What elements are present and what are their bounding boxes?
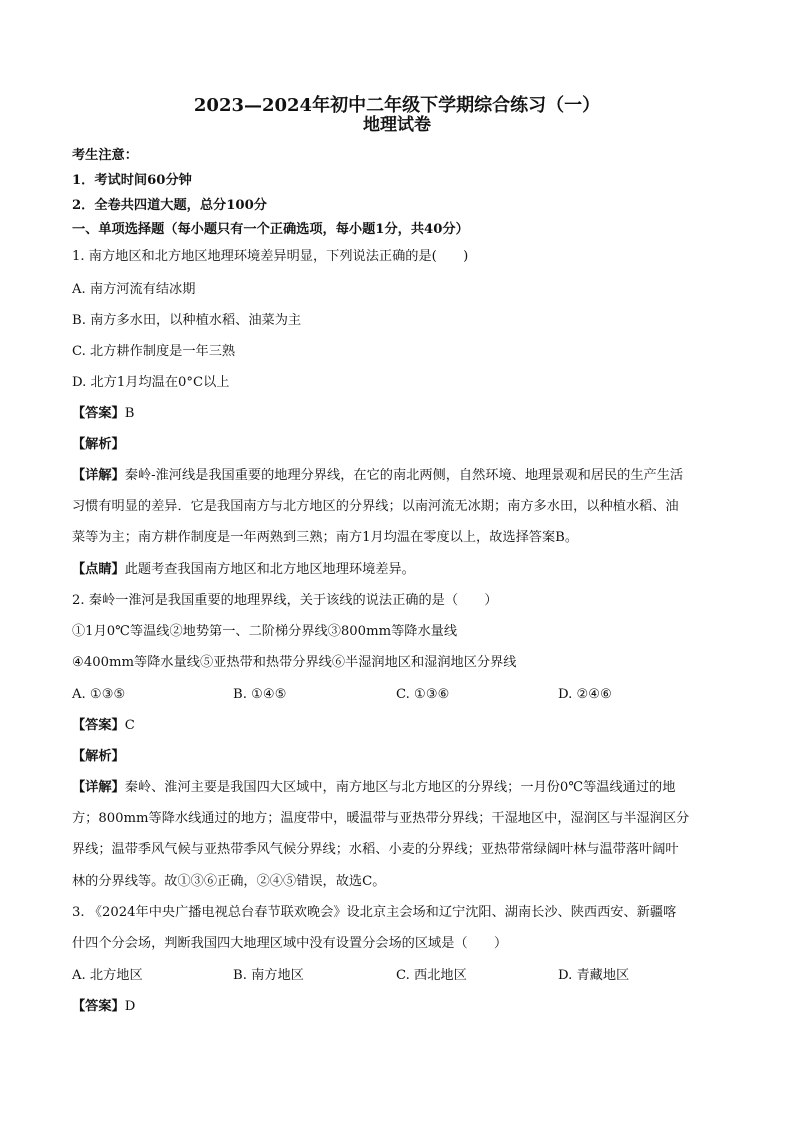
q1-detail-line-2: 习惯有明显的差异．它是我国南方与北方地区的分界线；以南河流无冰期；南方多水田，以种植水稻、油 <box>72 499 679 514</box>
detail-tag: 【详解】 <box>72 468 125 483</box>
notice-heading: 考生注意： <box>72 148 138 163</box>
answer-tag: 【答案】 <box>72 999 125 1014</box>
q1-comment <box>72 560 734 580</box>
q1-stem: 1. 南方地区和北方地区地理环境差异明显，下列说法正确的是( ) <box>72 249 469 264</box>
q3-options <box>72 966 734 986</box>
q2-option-d: D. ②④⑥ <box>558 687 612 702</box>
q3-stem-line-1: 3. 《2024年中央广播电视总台春节联欢晚会》设北京主会场和辽宁沈阳、湖南长沙、陕西西安、新疆喀 <box>72 905 677 920</box>
q2-stem: 2. 秦岭一淮河是我国重要的地理界线，关于该线的说法正确的是（ ） <box>72 593 498 608</box>
exam-title: 2023—2024年初中二年级下学期综合练习（一） <box>193 95 601 116</box>
q2-statements-2: ④400mm等降水量线⑤亚热带和热带分界线⑥半湿润地区和湿润地区分界线 <box>72 655 517 670</box>
detail-text: 秦岭、淮河主要是我国四大区域中，南方地区与北方地区的分界线；一月份0℃等温线通过的地 <box>124 780 676 795</box>
q3-option-a: A. 北方地区 <box>72 968 143 983</box>
answer-tag: 【答案】 <box>72 718 125 733</box>
q3-answer <box>72 997 734 1017</box>
q1-detail-line-1 <box>72 466 734 486</box>
answer-value: C <box>124 718 135 733</box>
q1-detail-line-3: 菜等为主；南方耕作制度是一年两熟到三熟；南方1月均温在零度以上，故选择答案B。 <box>72 530 579 545</box>
q1-answer <box>72 404 734 424</box>
comment-text: 此题考查我国南方地区和北方地区地理环境差异。 <box>124 562 415 577</box>
q2-statements-1: ①1月0℃等温线②地势第一、二阶梯分界线③800mm等降水量线 <box>72 624 458 639</box>
notice-item-2: 2．全卷共四道大题，总分100分 <box>72 198 267 213</box>
q2-option-b: B. ①④⑤ <box>233 687 287 702</box>
q3-option-c: C. 西北地区 <box>396 968 467 983</box>
q3-option-d: D. 青藏地区 <box>558 968 630 983</box>
q3-stem-line-2: 什四个分会场，判断我国四大地理区域中没有设置分会场的区域是（ ） <box>72 936 508 951</box>
exam-subtitle: 地理试卷 <box>363 115 431 135</box>
q2-detail-line-4: 林的分界线等。故①③⑥正确，②④⑤错误，故选C。 <box>72 874 386 889</box>
detail-text: 秦岭-淮河线是我国重要的地理分界线，在它的南北两侧，自然环境、地理景观和居民的生产生活 <box>124 468 684 483</box>
q1-option-a: A. 南方河流有结冰期 <box>72 282 196 297</box>
section-heading: 一、单项选择题（每小题只有一个正确选项，每小题1分，共40分） <box>72 222 469 237</box>
q2-analysis-tag <box>72 747 734 767</box>
q2-option-c: C. ①③⑥ <box>396 687 450 702</box>
q1-option-d: D. 北方1月均温在0°C以上 <box>72 375 230 390</box>
q2-detail-line-3: 界线；温带季风气候与亚热带季风气候分界线；水稻、小麦的分界线；亚热带常绿阔叶林与温带落叶阔叶 <box>72 842 679 857</box>
q2-detail-line-1 <box>72 778 734 798</box>
answer-tag: 【答案】 <box>72 406 125 421</box>
q3-option-b: B. 南方地区 <box>233 968 304 983</box>
q1-option-b: B. 南方多水田，以种植水稻、油菜为主 <box>72 313 302 328</box>
q2-detail-line-2: 方；800mm等降水线通过的地方；温度带中，暖温带与亚热带分界线；干湿地区中，湿润区与半湿润区分 <box>72 811 690 826</box>
q2-option-a: A. ①③⑤ <box>72 687 126 702</box>
q2-options <box>72 685 734 705</box>
answer-value: B <box>124 406 135 421</box>
answer-value: D <box>124 999 136 1014</box>
analysis-tag: 【解析】 <box>72 749 125 764</box>
notice-item-1: 1．考试时间60分钟 <box>72 173 192 188</box>
detail-tag: 【详解】 <box>72 780 125 795</box>
q1-analysis-tag <box>72 435 734 455</box>
comment-tag: 【点睛】 <box>72 562 125 577</box>
q2-answer <box>72 716 734 736</box>
q1-option-c: C. 北方耕作制度是一年三熟 <box>72 344 236 359</box>
analysis-tag: 【解析】 <box>72 437 125 452</box>
